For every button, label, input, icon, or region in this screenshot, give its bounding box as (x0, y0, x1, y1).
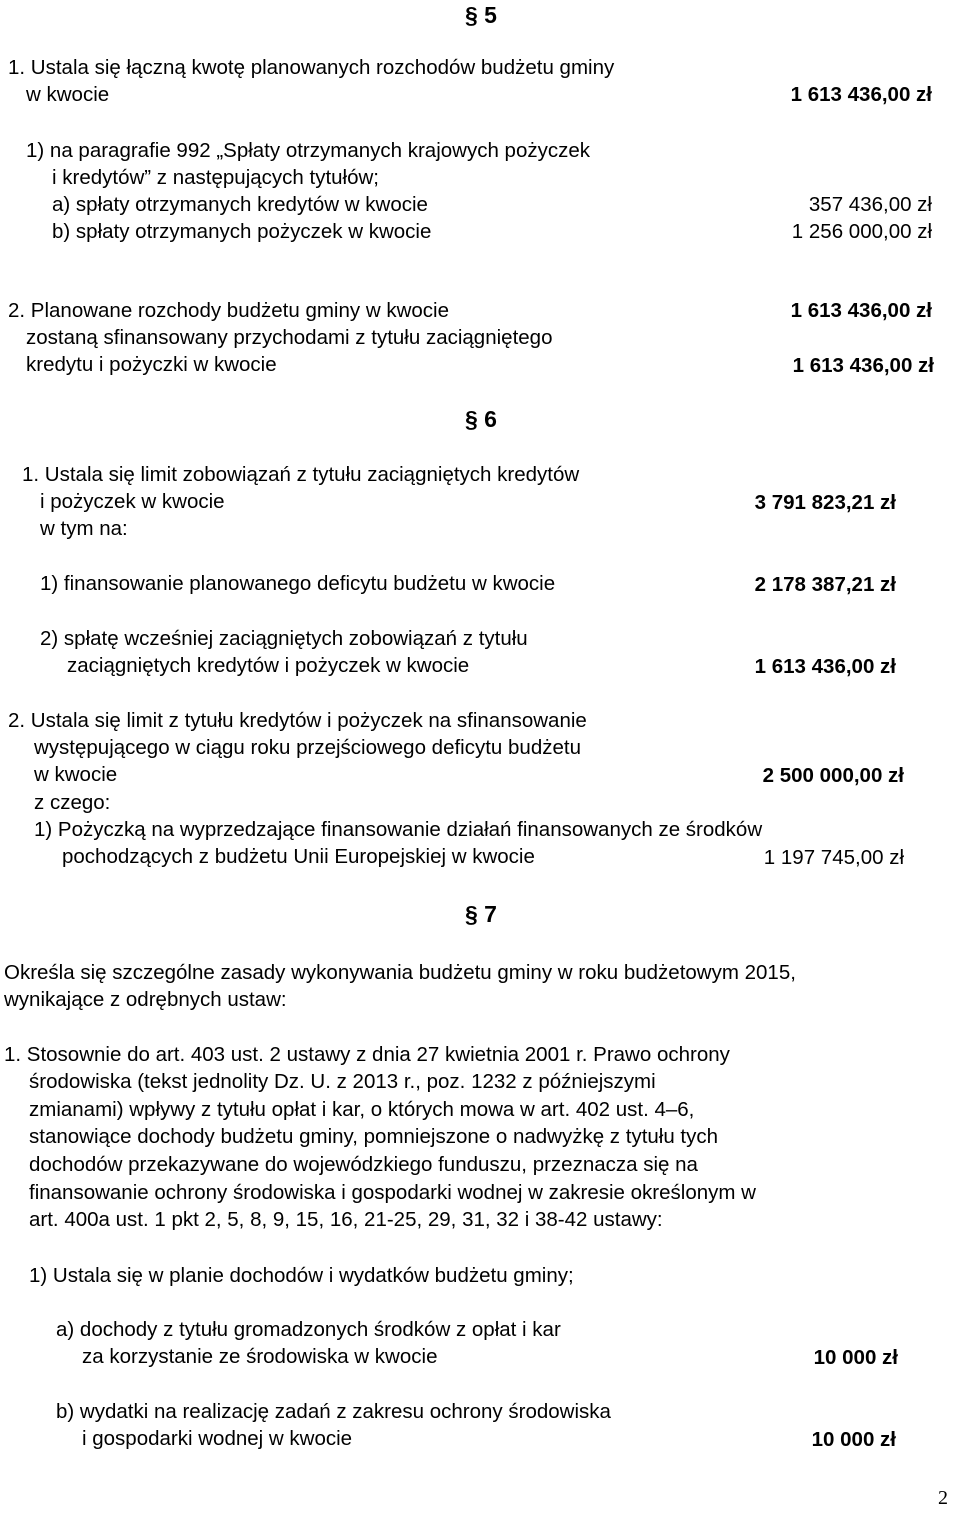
s6-p1-line3: w tym na: (40, 517, 128, 540)
s6-p2-1-line1: 1) Pożyczką na wyprzedzające finansowanie działań finansowanych ze środków (34, 818, 763, 841)
s6-p1-2-line1: 2) spłatę wcześniej zaciągniętych zobowiązań z tytułu (40, 627, 528, 650)
s5-p2-amount2: 1 613 436,00 zł (792, 354, 934, 377)
s6-p2-line2: występującego w ciągu roku przejściowego deficytu budżetu (34, 736, 581, 759)
page-number: 2 (938, 1487, 948, 1509)
s6-p2-line3: w kwocie (34, 763, 118, 786)
s7-p1-a-line2: za korzystanie ze środowiska w kwocie (82, 1345, 438, 1368)
s5-p1-amount: 1 613 436,00 zł (790, 83, 932, 106)
s6-p1-1-amount: 2 178 387,21 zł (754, 573, 896, 596)
s6-p1-2-amount: 1 613 436,00 zł (754, 655, 896, 678)
s6-p2-1-amount: 1 197 745,00 zł (763, 846, 904, 869)
s7-p1-1-text: 1) Ustala się w planie dochodów i wydatków budżetu gminy; (29, 1264, 574, 1287)
s5-p1-b-amount: 1 256 000,00 zł (791, 220, 932, 243)
s7-p1-a-line1: a) dochody z tytułu gromadzonych środków z opłat i kar (56, 1318, 561, 1341)
s7-p1-line5: dochodów przekazywane do wojewódzkiego funduszu, przeznacza się na (29, 1153, 698, 1176)
section-5-heading: § 5 (465, 2, 497, 28)
section-7-heading: § 7 (465, 901, 497, 927)
s7-p1-line3: zmianami) wpływy z tytułu opłat i kar, o których mowa w art. 402 ust. 4–6, (29, 1098, 695, 1121)
s6-p1-1-text: 1) finansowanie planowanego deficytu budżetu w kwocie (40, 572, 556, 595)
s5-p1-b-text: b) spłaty otrzymanych pożyczek w kwocie (52, 220, 432, 243)
s7-p1-b-line2: i gospodarki wodnej w kwocie (82, 1427, 353, 1450)
s5-p1-1-line2: i kredytów” z następujących tytułów; (52, 166, 379, 189)
section-6-heading: § 6 (465, 406, 497, 432)
s7-p1-line4: stanowiące dochody budżetu gminy, pomniejszone o nadwyżkę z tytułu tych (29, 1125, 719, 1148)
s5-p1-a-text: a) spłaty otrzymanych kredytów w kwocie (52, 193, 428, 216)
s5-p1-1-line1: 1) na paragrafie 992 „Spłaty otrzymanych krajowych pożyczek (26, 139, 591, 162)
s5-p1-a-amount: 357 436,00 zł (808, 193, 932, 216)
s7-p1-b-amount: 10 000 zł (811, 1428, 896, 1451)
s6-p1-amount: 3 791 823,21 zł (754, 491, 896, 514)
s5-p1-line1: 1. Ustala się łączną kwotę planowanych rozchodów budżetu gminy (8, 56, 615, 79)
s5-p2-amount1: 1 613 436,00 zł (790, 299, 932, 322)
s7-p1-b-line1: b) wydatki na realizację zadań z zakresu ochrony środowiska (56, 1400, 611, 1423)
s6-p2-amount: 2 500 000,00 zł (762, 764, 904, 787)
s7-p1-line6: finansowanie ochrony środowiska i gospodarki wodnej w zakresie określonym w (29, 1181, 756, 1204)
s6-p2-1-line2: pochodzących z budżetu Unii Europejskiej w kwocie (62, 845, 535, 868)
s7-p1-line2: środowiska (tekst jednolity Dz. U. z 2013 r., poz. 1232 z późniejszymi (29, 1070, 656, 1093)
s5-p1-line2: w kwocie (26, 83, 110, 106)
s5-p2-line1: 2. Planowane rozchody budżetu gminy w kwocie (8, 299, 449, 322)
s7-intro-line1: Określa się szczególne zasady wykonywania budżetu gminy w roku budżetowym 2015, (4, 961, 796, 984)
s6-p2-line1: 2. Ustala się limit z tytułu kredytów i pożyczek na sfinansowanie (8, 709, 587, 732)
s6-p1-2-line2: zaciągniętych kredytów i pożyczek w kwocie (67, 654, 470, 677)
s5-p2-line3: kredytu i pożyczki w kwocie (26, 353, 277, 376)
s6-p1-line2: i pożyczek w kwocie (40, 490, 225, 513)
s7-p1-line7: art. 400a ust. 1 pkt 2, 5, 8, 9, 15, 16, 21-25, 29, 31, 32 i 38-42 ustawy: (29, 1208, 663, 1231)
s7-intro-line2: wynikające z odrębnych ustaw: (4, 988, 287, 1011)
s5-p2-line2: zostaną sfinansowany przychodami z tytułu zaciągniętego (26, 326, 553, 349)
s7-p1-a-amount: 10 000 zł (813, 1346, 898, 1369)
s6-p2-line4: z czego: (34, 791, 111, 814)
s7-p1-line1: 1. Stosownie do art. 403 ust. 2 ustawy z dnia 27 kwietnia 2001 r. Prawo ochrony (4, 1043, 730, 1066)
s6-p1-line1: 1. Ustala się limit zobowiązań z tytułu zaciągniętych kredytów (22, 463, 580, 486)
